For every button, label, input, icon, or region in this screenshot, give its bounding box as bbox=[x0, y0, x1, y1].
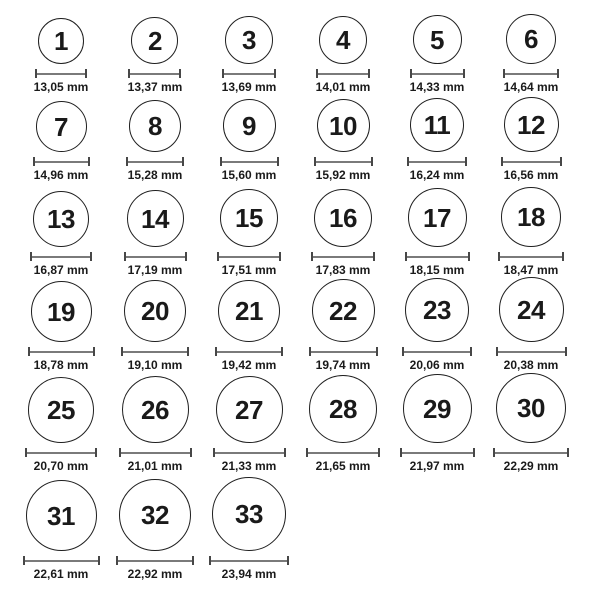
diameter-measure-line bbox=[311, 252, 375, 261]
measure-bar bbox=[37, 73, 85, 75]
ring-size-number: 14 bbox=[141, 203, 169, 234]
diameter-label: 21,01 mm bbox=[127, 459, 183, 473]
ring-circle bbox=[504, 97, 559, 152]
diameter-measure-line bbox=[220, 157, 279, 166]
measure-bar bbox=[121, 452, 190, 454]
ring-size-number: 5 bbox=[430, 24, 444, 55]
ring-circle bbox=[499, 277, 564, 342]
diameter-measure-line bbox=[126, 157, 184, 166]
ring-size-cell bbox=[493, 373, 569, 473]
ring-circle bbox=[122, 376, 189, 443]
diameter-measure-line bbox=[402, 347, 472, 356]
ring-circle bbox=[408, 188, 467, 247]
diameter-measure-line bbox=[217, 252, 281, 261]
measure-bar bbox=[30, 351, 93, 353]
diameter-label: 22,92 mm bbox=[127, 567, 183, 581]
ring-size-number: 22 bbox=[329, 295, 357, 326]
measure-bar bbox=[412, 73, 463, 75]
ring-circle bbox=[223, 99, 276, 152]
ring-circle bbox=[28, 377, 94, 443]
diameter-measure-line bbox=[410, 69, 465, 78]
measure-tick-right-icon bbox=[93, 347, 95, 356]
diameter-measure-line bbox=[28, 347, 95, 356]
ring-size-cell bbox=[410, 15, 465, 94]
ring-size-cell bbox=[33, 101, 90, 182]
diameter-label: 18,47 mm bbox=[503, 263, 559, 277]
ring-circle bbox=[127, 190, 184, 247]
measure-tick-right-icon bbox=[279, 252, 281, 261]
ring-circle bbox=[413, 15, 462, 64]
ring-size-cell bbox=[116, 479, 194, 581]
diameter-label: 19,42 mm bbox=[221, 358, 277, 372]
measure-tick-right-icon bbox=[371, 157, 373, 166]
diameter-measure-line bbox=[215, 347, 283, 356]
ring-circle bbox=[506, 14, 556, 64]
diameter-label: 17,19 mm bbox=[127, 263, 183, 277]
measure-tick-right-icon bbox=[468, 252, 470, 261]
ring-circle bbox=[31, 281, 92, 342]
ring-size-number: 33 bbox=[235, 499, 263, 529]
diameter-measure-line bbox=[30, 252, 92, 261]
measure-tick-right-icon bbox=[567, 448, 569, 457]
ring-size-number: 7 bbox=[54, 111, 68, 142]
diameter-label: 18,78 mm bbox=[33, 358, 89, 372]
measure-bar bbox=[128, 161, 182, 163]
diameter-measure-line bbox=[493, 448, 569, 457]
diameter-measure-line bbox=[405, 252, 470, 261]
diameter-label: 16,56 mm bbox=[503, 168, 559, 182]
measure-bar bbox=[25, 560, 98, 562]
diameter-measure-line bbox=[501, 157, 562, 166]
measure-tick-right-icon bbox=[98, 556, 100, 565]
measure-bar bbox=[318, 73, 368, 75]
ring-size-number: 16 bbox=[329, 203, 357, 233]
measure-bar bbox=[407, 256, 468, 258]
measure-tick-right-icon bbox=[287, 556, 289, 565]
diameter-label: 13,37 mm bbox=[127, 80, 183, 94]
diameter-measure-line bbox=[33, 157, 90, 166]
ring-circle bbox=[33, 191, 89, 247]
measure-tick-right-icon bbox=[465, 157, 467, 166]
diameter-label: 14,96 mm bbox=[33, 168, 89, 182]
diameter-measure-line bbox=[23, 556, 100, 565]
ring-circle bbox=[314, 189, 372, 247]
ring-size-cell bbox=[501, 97, 562, 182]
measure-tick-right-icon bbox=[88, 157, 90, 166]
ring-size-cell bbox=[498, 187, 564, 277]
ring-size-cell bbox=[405, 188, 470, 277]
diameter-label: 15,92 mm bbox=[315, 168, 371, 182]
measure-bar bbox=[215, 452, 284, 454]
measure-tick-right-icon bbox=[378, 448, 380, 457]
measure-tick-right-icon bbox=[473, 448, 475, 457]
measure-bar bbox=[503, 161, 560, 163]
diameter-label: 17,83 mm bbox=[315, 263, 371, 277]
ring-size-cell bbox=[217, 189, 281, 277]
diameter-measure-line bbox=[25, 448, 97, 457]
measure-bar bbox=[313, 256, 373, 258]
diameter-label: 14,33 mm bbox=[409, 80, 465, 94]
ring-size-cell bbox=[496, 277, 567, 372]
ring-circle bbox=[501, 187, 561, 247]
diameter-label: 17,51 mm bbox=[221, 263, 277, 277]
ring-size-cell bbox=[119, 376, 192, 473]
ring-circle bbox=[36, 101, 87, 152]
diameter-label: 20,06 mm bbox=[409, 358, 465, 372]
diameter-label: 19,10 mm bbox=[127, 358, 183, 372]
diameter-label: 14,01 mm bbox=[315, 80, 371, 94]
ring-circle bbox=[317, 99, 370, 152]
diameter-measure-line bbox=[316, 69, 370, 78]
ring-size-number: 9 bbox=[242, 110, 256, 141]
measure-tick-right-icon bbox=[368, 69, 370, 78]
ring-circle bbox=[220, 189, 278, 247]
measure-bar bbox=[27, 452, 95, 454]
diameter-measure-line bbox=[213, 448, 286, 457]
ring-size-number: 15 bbox=[235, 203, 263, 233]
ring-size-cell bbox=[314, 99, 373, 182]
ring-size-number: 12 bbox=[517, 109, 545, 140]
diameter-label: 14,64 mm bbox=[503, 80, 559, 94]
diameter-measure-line bbox=[498, 252, 564, 261]
measure-tick-right-icon bbox=[557, 69, 559, 78]
measure-tick-right-icon bbox=[463, 69, 465, 78]
ring-size-cell bbox=[306, 375, 380, 473]
ring-size-cell bbox=[309, 279, 378, 372]
diameter-measure-line bbox=[400, 448, 475, 457]
measure-bar bbox=[409, 161, 465, 163]
ring-size-number: 21 bbox=[235, 296, 263, 326]
measure-bar bbox=[123, 351, 187, 353]
measure-bar bbox=[222, 161, 277, 163]
ring-size-number: 17 bbox=[423, 202, 451, 233]
measure-bar bbox=[308, 452, 378, 454]
measure-tick-right-icon bbox=[179, 69, 181, 78]
ring-size-cell bbox=[30, 191, 92, 277]
ring-size-number: 30 bbox=[517, 393, 545, 423]
ring-circle bbox=[119, 479, 191, 551]
measure-bar bbox=[32, 256, 90, 258]
ring-size-number: 25 bbox=[47, 395, 75, 425]
measure-tick-right-icon bbox=[284, 448, 286, 457]
ring-size-cell bbox=[316, 16, 371, 94]
measure-bar bbox=[118, 560, 192, 562]
ring-size-number: 23 bbox=[423, 295, 451, 325]
ring-circle bbox=[405, 278, 469, 342]
ring-circle bbox=[309, 375, 377, 443]
diameter-measure-line bbox=[124, 252, 187, 261]
measure-bar bbox=[35, 161, 88, 163]
diameter-measure-line bbox=[209, 556, 289, 565]
measure-tick-right-icon bbox=[85, 69, 87, 78]
measure-bar bbox=[130, 73, 179, 75]
ring-circle bbox=[218, 280, 280, 342]
ring-size-number: 28 bbox=[329, 394, 357, 424]
diameter-label: 19,74 mm bbox=[315, 358, 371, 372]
diameter-label: 21,97 mm bbox=[409, 459, 465, 473]
ring-circle bbox=[225, 16, 273, 64]
measure-bar bbox=[316, 161, 371, 163]
ring-circle bbox=[26, 480, 97, 551]
ring-size-number: 6 bbox=[524, 24, 538, 54]
diameter-measure-line bbox=[121, 347, 189, 356]
ring-circle bbox=[131, 17, 178, 64]
ring-size-number: 8 bbox=[148, 111, 162, 141]
diameter-measure-line bbox=[128, 69, 181, 78]
measure-bar bbox=[311, 351, 376, 353]
ring-size-number: 32 bbox=[141, 500, 169, 530]
diameter-measure-line bbox=[503, 69, 559, 78]
diameter-measure-line bbox=[496, 347, 567, 356]
diameter-label: 21,65 mm bbox=[315, 459, 371, 473]
ring-circle bbox=[403, 374, 472, 443]
ring-size-number: 3 bbox=[242, 25, 256, 55]
ring-size-number: 10 bbox=[329, 110, 357, 141]
measure-tick-right-icon bbox=[281, 347, 283, 356]
measure-bar bbox=[219, 256, 279, 258]
measure-tick-right-icon bbox=[277, 157, 279, 166]
measure-tick-right-icon bbox=[187, 347, 189, 356]
diameter-measure-line bbox=[314, 157, 373, 166]
measure-bar bbox=[498, 351, 565, 353]
measure-tick-right-icon bbox=[182, 157, 184, 166]
measure-bar bbox=[224, 73, 274, 75]
diameter-measure-line bbox=[309, 347, 378, 356]
ring-size-number: 11 bbox=[423, 110, 451, 140]
ring-size-number: 31 bbox=[47, 500, 75, 531]
ring-size-cell bbox=[503, 14, 559, 94]
measure-bar bbox=[404, 351, 470, 353]
measure-tick-right-icon bbox=[190, 448, 192, 457]
diameter-label: 15,60 mm bbox=[221, 168, 277, 182]
measure-bar bbox=[126, 256, 185, 258]
diameter-label: 20,70 mm bbox=[33, 459, 89, 473]
measure-tick-right-icon bbox=[373, 252, 375, 261]
ring-circle bbox=[410, 98, 464, 152]
measure-tick-right-icon bbox=[376, 347, 378, 356]
diameter-label: 22,29 mm bbox=[503, 459, 559, 473]
ring-size-cell bbox=[34, 18, 89, 94]
measure-bar bbox=[217, 351, 281, 353]
diameter-measure-line bbox=[119, 448, 192, 457]
ring-circle bbox=[312, 279, 375, 342]
ring-circle bbox=[319, 16, 367, 64]
ring-size-cell bbox=[28, 281, 95, 372]
measure-tick-right-icon bbox=[470, 347, 472, 356]
measure-bar bbox=[495, 452, 567, 454]
ring-size-cell bbox=[209, 477, 289, 581]
diameter-label: 16,24 mm bbox=[409, 168, 465, 182]
measure-tick-right-icon bbox=[192, 556, 194, 565]
diameter-label: 20,38 mm bbox=[503, 358, 559, 372]
ring-size-number: 20 bbox=[141, 296, 169, 326]
ring-size-number: 27 bbox=[235, 394, 263, 425]
ring-circle bbox=[38, 18, 84, 64]
ring-size-cell bbox=[222, 16, 277, 94]
ring-size-number: 1 bbox=[54, 26, 68, 56]
ring-size-cell bbox=[213, 376, 286, 473]
ring-circle bbox=[216, 376, 283, 443]
measure-tick-right-icon bbox=[95, 448, 97, 457]
diameter-label: 22,61 mm bbox=[33, 567, 89, 581]
measure-tick-right-icon bbox=[274, 69, 276, 78]
diameter-measure-line bbox=[407, 157, 467, 166]
ring-size-number: 19 bbox=[47, 296, 75, 327]
diameter-measure-line bbox=[116, 556, 194, 565]
ring-size-cell bbox=[400, 374, 475, 473]
diameter-label: 23,94 mm bbox=[221, 567, 277, 581]
measure-tick-right-icon bbox=[562, 252, 564, 261]
diameter-label: 15,28 mm bbox=[127, 168, 183, 182]
ring-size-cell bbox=[124, 190, 187, 277]
ring-size-cell bbox=[402, 278, 472, 372]
ring-size-number: 4 bbox=[336, 25, 350, 55]
diameter-label: 13,05 mm bbox=[33, 80, 89, 94]
diameter-label: 21,33 mm bbox=[221, 459, 277, 473]
measure-bar bbox=[505, 73, 557, 75]
ring-circle bbox=[124, 280, 186, 342]
diameter-measure-line bbox=[222, 69, 276, 78]
diameter-measure-line bbox=[35, 69, 87, 78]
ring-size-cell bbox=[311, 189, 375, 277]
measure-tick-right-icon bbox=[565, 347, 567, 356]
diameter-measure-line bbox=[306, 448, 380, 457]
ring-size-cell bbox=[25, 377, 97, 473]
measure-bar bbox=[402, 452, 473, 454]
diameter-label: 18,15 mm bbox=[409, 263, 465, 277]
ring-size-cell bbox=[126, 100, 184, 182]
ring-size-number: 13 bbox=[47, 204, 75, 234]
ring-size-cell bbox=[128, 17, 183, 94]
diameter-label: 16,87 mm bbox=[33, 263, 89, 277]
ring-size-cell bbox=[407, 98, 467, 182]
diameter-label: 13,69 mm bbox=[221, 80, 277, 94]
ring-size-number: 29 bbox=[423, 393, 451, 424]
measure-tick-right-icon bbox=[560, 157, 562, 166]
measure-tick-right-icon bbox=[185, 252, 187, 261]
measure-tick-right-icon bbox=[90, 252, 92, 261]
ring-size-cell bbox=[220, 99, 279, 182]
ring-size-cell bbox=[215, 280, 283, 372]
measure-bar bbox=[500, 256, 562, 258]
ring-size-number: 26 bbox=[141, 394, 169, 425]
ring-circle bbox=[496, 373, 566, 443]
ring-size-cell bbox=[121, 280, 189, 372]
measure-bar bbox=[211, 560, 287, 562]
ring-circle bbox=[129, 100, 181, 152]
ring-size-cell bbox=[23, 480, 100, 581]
ring-circle bbox=[212, 477, 286, 551]
ring-size-number: 18 bbox=[517, 202, 545, 232]
ring-size-number: 24 bbox=[517, 294, 545, 325]
ring-size-number: 2 bbox=[148, 25, 162, 56]
